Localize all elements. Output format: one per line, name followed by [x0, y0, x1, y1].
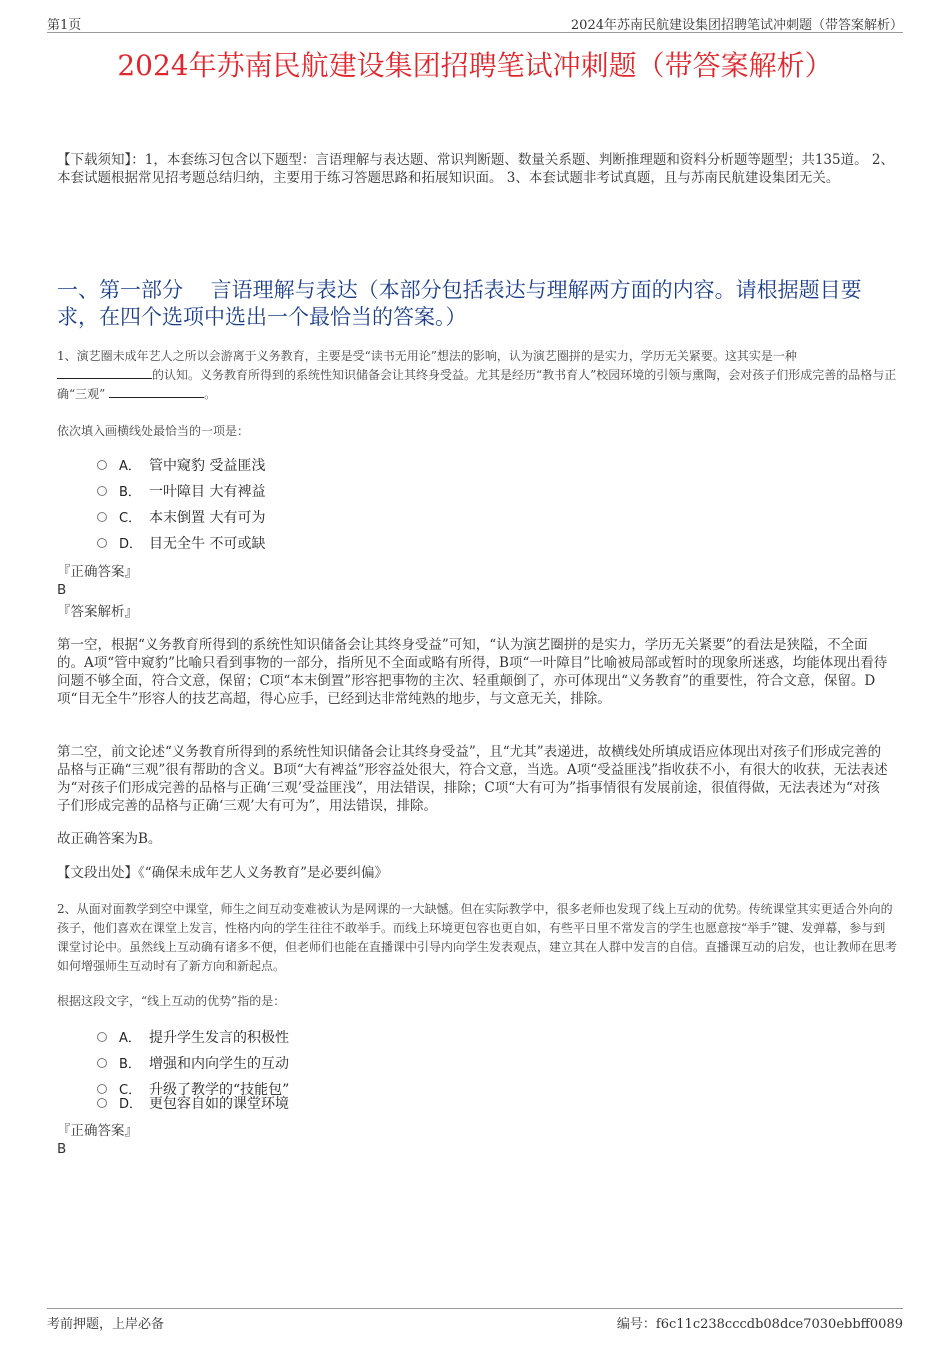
q1-answer-label: 『正确答案』	[57, 564, 138, 580]
page-number: 第1页	[47, 18, 82, 33]
document-title: 2024年苏南民航建设集团招聘笔试冲刺题（带答案解析）	[117, 49, 833, 82]
header-rule	[47, 32, 903, 33]
answer-blank-1	[57, 366, 152, 379]
header-doc-title: 2024年苏南民航建设集团招聘笔试冲刺题（带答案解析）	[570, 18, 903, 33]
q1-analysis-conclusion: 故正确答案为B。	[57, 831, 162, 847]
q2-option-b[interactable]: B． 增强和内向学生的互动	[97, 1054, 289, 1075]
section-heading: 一、第一部分 言语理解与表达（本部分包括表达与理解两方面的内容。请根据题目要求，在四个选项中选出一个最恰当的答案。）	[57, 278, 862, 329]
q1-analysis-label: 『答案解析』	[57, 604, 138, 620]
question-2-stem: 2、从面对面教学到空中课堂，师生之间互动变难被认为是网课的一大缺憾。但在实际教学中，很多老师也发现了线上互动的优势。传统课堂其实更适合外向的孩子，他们喜欢在课堂上发言，性格内向的学生往往不敢举手。而线上环境更包容也更自如，有些平日里不常发言的学生也愿意按“举手”键、发弹幕，参与到课堂讨论中。虽然线上互动确有诸多不便，但老师们也能在直播课中引导内向学生发表观点，建立其在人群中发言的自信。直播课互动的启发，也让教师在思考如何增强师生互动时有了新方向和新起点。	[57, 902, 898, 973]
radio-icon[interactable]	[97, 1058, 107, 1068]
q1-option-c[interactable]: C． 本末倒置 大有可为	[97, 508, 265, 529]
q2-option-a[interactable]: A． 提升学生发言的积极性	[97, 1028, 289, 1049]
answer-blank-2	[109, 385, 204, 398]
radio-icon[interactable]	[97, 1032, 107, 1042]
q1-answer: B	[57, 582, 67, 598]
question-1-stem-part2: 的认知。义务教育所得到的系统性知识储备会让其终身受益。尤其是经历“教书育人”校园环境的引领与熏陶，会对孩子们形成完善的品格与正确“三观”	[57, 368, 897, 401]
question-1-stem-part3: 。	[204, 387, 217, 401]
q2-answer: B	[57, 1141, 67, 1157]
q1-option-b[interactable]: B． 一叶障目 大有裨益	[97, 482, 265, 503]
footer-code: 编号：f6c11c238cccdb08dce7030ebbff0089	[616, 1317, 903, 1332]
radio-icon[interactable]	[97, 486, 107, 496]
q1-option-d[interactable]: D． 目无全牛 不可或缺	[97, 534, 265, 555]
radio-icon[interactable]	[97, 538, 107, 548]
radio-icon[interactable]	[97, 460, 107, 470]
q1-analysis-paragraph-1: 第一空，根据“义务教育所得到的系统性知识储备会让其终身受益”可知，“认为演艺圈拼的是实力，学历无关紧要”的看法是狭隘，不全面的。A项“管中窥豹”比喻只看到事物的一部分，指所见不全面或略有所得，B项“一叶障目”比喻被局部或暂时的现象所迷惑，均能体现出看待问题不够全面，符合文意，保留；C项“本末倒置”形容把事物的主次、轻重颠倒了，亦可体现出“义务教育”的重要性，符合文意，保留。D项“目无全牛”形容人的技艺高超，得心应手，已经到达非常纯熟的地步，与文意无关，排除。	[57, 637, 888, 707]
footer-slogan: 考前押题，上岸必备	[47, 1317, 165, 1332]
question-1-stem-part1: 1、演艺圈未成年艺人之所以会游离于义务教育，主要是受“读书无用论”想法的影响，认为演艺圈拼的是实力，学历无关紧要。这其实是一种	[57, 349, 797, 363]
download-notice: 【下载须知】：1，本套练习包含以下题型：言语理解与表达题、常识判断题、数量关系题、判断推理题和资料分析题等题型；共135道。 2、本套试题根据常见招考题总结归纳，主要用于练习答题思路和拓展知识面。 3、本套试题非考试真题，且与苏南民航建设集团无关。	[57, 152, 894, 186]
q2-option-d[interactable]: D． 更包容自如的课堂环境	[97, 1094, 289, 1115]
radio-icon[interactable]	[97, 512, 107, 522]
radio-icon[interactable]	[97, 1084, 107, 1094]
q2-answer-label: 『正确答案』	[57, 1123, 138, 1139]
question-2-prompt: 根据这段文字，“线上互动的优势”指的是：	[57, 994, 286, 1008]
q1-option-a[interactable]: A． 管中窥豹 受益匪浅	[97, 456, 265, 477]
footer-rule	[47, 1308, 903, 1309]
q1-analysis-paragraph-2: 第二空，前文论述“义务教育所得到的系统性知识储备会让其终身受益”，且“尤其”表递进，故横线处所填成语应体现出对孩子们形成完善的品格与正确“三观”很有帮助的含义。B项“大有裨益”形容益处很大，符合文意，当选。A项“受益匪浅”指收获不小，有很大的收获，无法表述为“对孩子们形成完善的品格与正确‘三观’受益匪浅”，用法错误，排除；C项“大有可为”指事情很有发展前途，很值得做，无法表述为“对孩子们形成完善的品格与正确‘三观’大有可为”，用法错误，排除。	[57, 744, 888, 814]
question-1-stem	[57, 347, 897, 404]
q2-option-c[interactable]: C． 升级了教学的“技能包”	[97, 1080, 289, 1101]
question-1-prompt: 依次填入画横线处最恰当的一项是：	[57, 424, 250, 438]
radio-icon[interactable]	[97, 1098, 107, 1108]
q1-source: 【文段出处】《“确保未成年艺人义务教育”是必要纠偏》	[57, 865, 389, 881]
